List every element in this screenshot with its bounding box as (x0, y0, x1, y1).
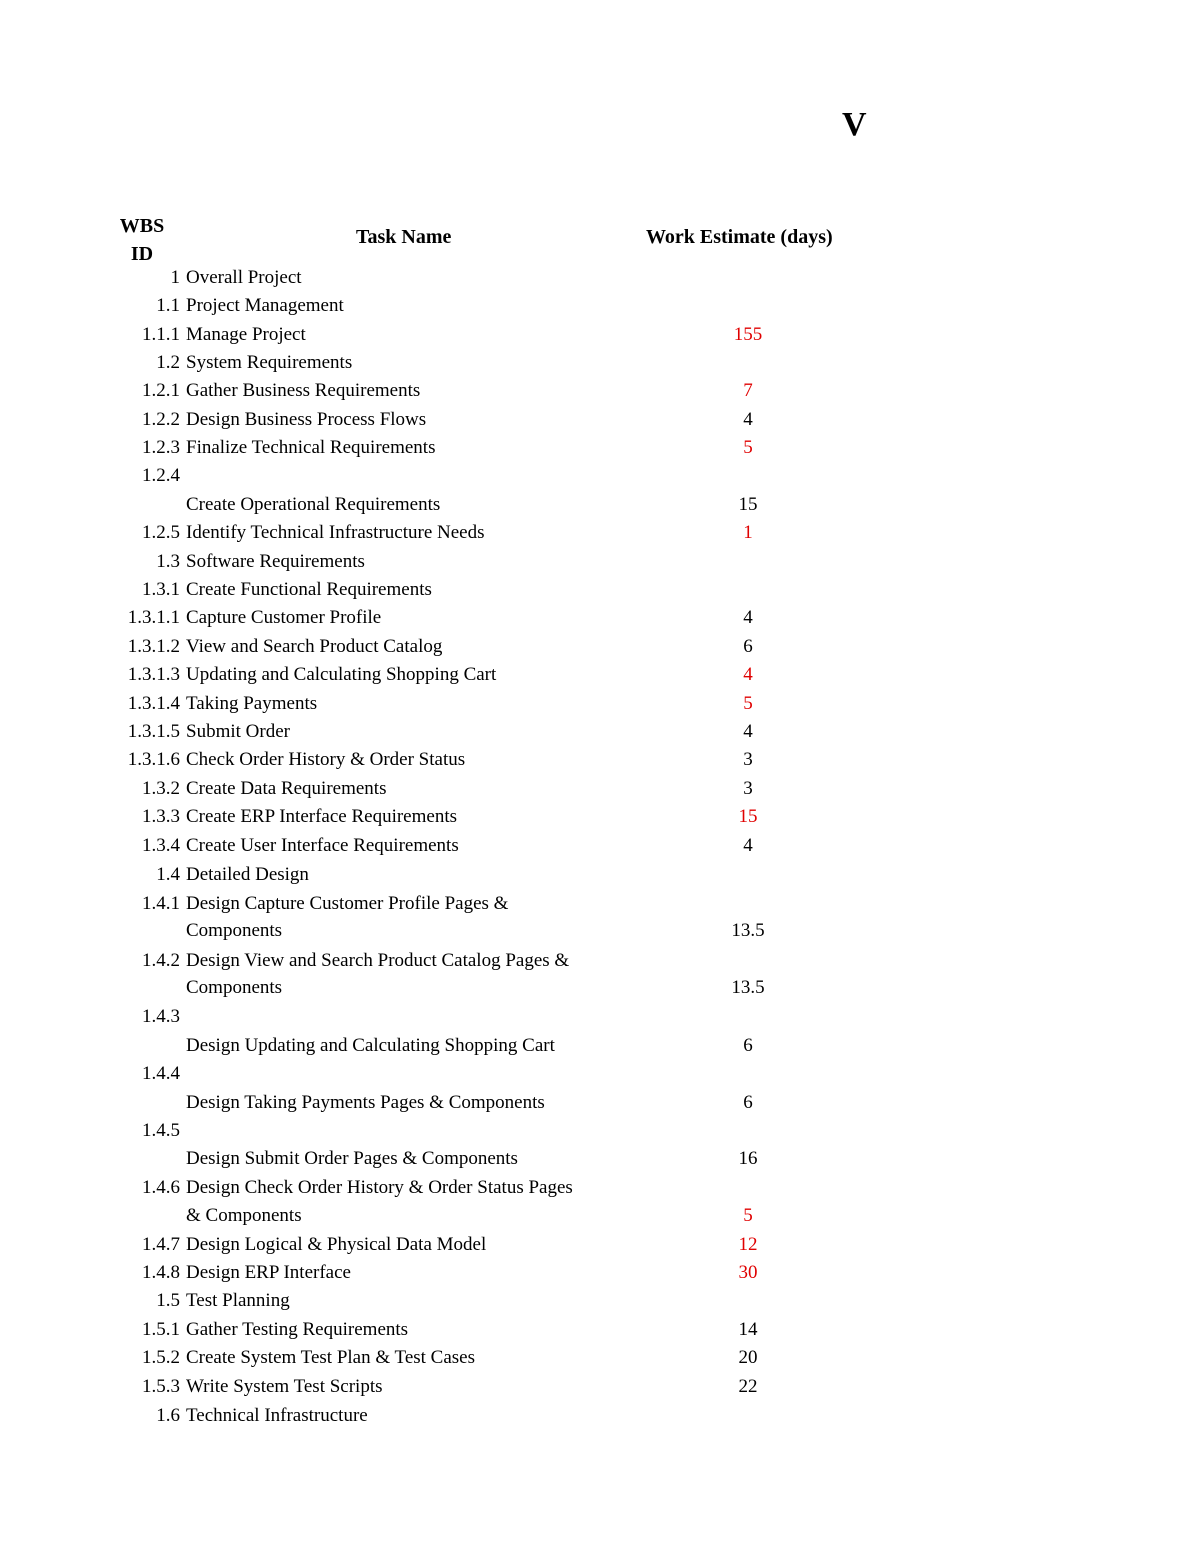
task-name-cell: Create ERP Interface Requirements (186, 806, 457, 827)
task-name-cell: Design Capture Customer Profile Pages & (186, 893, 509, 914)
table-row (0, 1003, 1200, 1031)
work-estimate-cell: 3 (743, 749, 753, 770)
page-header-mark: V (842, 106, 867, 143)
task-name-cell: Create User Interface Requirements (186, 835, 459, 856)
table-row (0, 519, 1200, 547)
task-name-cell: Design Submit Order Pages & Components (186, 1148, 518, 1169)
table-header (0, 208, 1200, 268)
work-estimate-cell: 6 (743, 636, 753, 657)
wbs-id-cell: 1.3.1.6 (127, 749, 180, 770)
task-name-cell: Create Data Requirements (186, 778, 387, 799)
table-row (0, 633, 1200, 661)
table-row (0, 462, 1200, 490)
table-row (0, 1145, 1200, 1173)
table-row (0, 1402, 1200, 1430)
task-name-cell: Software Requirements (186, 551, 365, 572)
task-name-cell: Updating and Calculating Shopping Cart (186, 664, 497, 685)
task-name-cell: View and Search Product Catalog (186, 636, 443, 657)
wbs-id-cell: 1.4.7 (142, 1234, 180, 1255)
task-name-cell: Taking Payments (186, 693, 318, 714)
wbs-id-cell: 1.3.1.2 (127, 636, 180, 657)
task-name-cell: Manage Project (186, 324, 306, 345)
work-estimate-cell: 5 (743, 437, 753, 458)
work-estimate-cell: 15 (738, 806, 758, 827)
work-estimate-cell: 6 (743, 1035, 753, 1056)
table-row (0, 1174, 1200, 1202)
task-name-cell: Detailed Design (186, 864, 309, 885)
table-row (0, 406, 1200, 434)
wbs-id-cell: 1.4.1 (142, 893, 180, 914)
work-estimate-cell: 3 (743, 778, 753, 799)
table-row (0, 832, 1200, 860)
table-row (0, 1202, 1200, 1230)
table-row (0, 917, 1200, 945)
table-row (0, 1373, 1200, 1401)
table-row (0, 1259, 1200, 1287)
work-estimate-cell: 16 (738, 1148, 758, 1169)
table-row (0, 321, 1200, 349)
task-name-cell: Design ERP Interface (186, 1262, 351, 1283)
wbs-id-cell: 1.4.6 (142, 1177, 180, 1198)
wbs-id-cell: 1.2.3 (142, 437, 180, 458)
table-row (0, 264, 1200, 292)
task-name-cell: Check Order History & Order Status (186, 749, 466, 770)
wbs-id-cell: 1.4.3 (142, 1006, 180, 1027)
table-row (0, 434, 1200, 462)
task-name-cell: Identify Technical Infrastructure Needs (186, 522, 485, 543)
work-estimate-cell: 155 (733, 324, 763, 345)
table-row (0, 803, 1200, 831)
table-row (0, 1117, 1200, 1145)
wbs-id-cell: 1.3.2 (142, 778, 180, 799)
task-name-cell: Components (186, 977, 283, 998)
table-row (0, 1287, 1200, 1315)
task-name-cell: Design Logical & Physical Data Model (186, 1234, 487, 1255)
task-name-cell: Design Updating and Calculating Shopping Cart (186, 1035, 555, 1056)
wbs-id-cell: 1.4.2 (142, 950, 180, 971)
wbs-id-cell: 1.2.5 (142, 522, 180, 543)
task-name-cell: System Requirements (186, 352, 353, 373)
task-name-cell: Gather Testing Requirements (186, 1319, 409, 1340)
wbs-id-cell: 1.2.2 (142, 409, 180, 430)
task-name-cell: Design View and Search Product Catalog Pages & (186, 950, 570, 971)
task-name-column-header: Task Name (356, 226, 452, 248)
work-estimate-cell: 20 (738, 1347, 758, 1368)
wbs-id-cell: 1.5.3 (142, 1376, 180, 1397)
task-name-cell: Gather Business Requirements (186, 380, 421, 401)
work-estimate-cell: 30 (738, 1262, 758, 1283)
wbs-id-cell: 1.5.1 (142, 1319, 180, 1340)
work-estimate-cell: 6 (743, 1092, 753, 1113)
table-row (0, 661, 1200, 689)
table-row (0, 576, 1200, 604)
table-row (0, 1060, 1200, 1088)
work-estimate-cell: 13.5 (731, 920, 765, 941)
table-row (0, 861, 1200, 889)
task-name-cell: Finalize Technical Requirements (186, 437, 436, 458)
table-row (0, 1344, 1200, 1372)
work-estimate-cell: 13.5 (731, 977, 765, 998)
table-row (0, 1316, 1200, 1344)
task-name-cell: Write System Test Scripts (186, 1376, 383, 1397)
task-name-cell: Create System Test Plan & Test Cases (186, 1347, 475, 1368)
wbs-id-cell: 1.4.8 (142, 1262, 180, 1283)
work-estimate-cell: 12 (738, 1234, 758, 1255)
wbs-id-cell: 1.3.1 (142, 579, 180, 600)
work-estimate-cell: 4 (743, 835, 753, 856)
task-name-cell: & Components (186, 1205, 302, 1226)
work-estimate-cell: 15 (738, 494, 758, 515)
work-estimate-cell: 7 (743, 380, 753, 401)
wbs-id-cell: 1.3.1.4 (127, 693, 180, 714)
work-estimate-cell: 5 (743, 693, 753, 714)
task-name-cell: Test Planning (186, 1290, 290, 1311)
table-row (0, 947, 1200, 975)
wbs-id-cell: 1.5 (156, 1290, 180, 1311)
wbs-id-cell: 1.6 (156, 1405, 180, 1426)
task-name-cell: Project Management (186, 295, 344, 316)
task-name-cell: Design Taking Payments Pages & Components (186, 1092, 545, 1113)
table-row (0, 292, 1200, 320)
table-row (0, 690, 1200, 718)
wbs-id-cell: 1.4 (156, 864, 180, 885)
wbs-id-cell: 1.4.5 (142, 1120, 180, 1141)
table-row (0, 1032, 1200, 1060)
task-name-cell: Technical Infrastructure (186, 1405, 368, 1426)
work-estimate-cell: 4 (743, 409, 753, 430)
work-estimate-cell: 1 (743, 522, 753, 543)
task-name-cell: Overall Project (186, 267, 302, 288)
work-estimate-cell: 14 (738, 1319, 758, 1340)
task-name-cell: Capture Customer Profile (186, 607, 382, 628)
work-estimate-cell: 4 (743, 664, 753, 685)
work-estimate-cell: 22 (738, 1376, 758, 1397)
table-row (0, 775, 1200, 803)
wbs-id-cell: 1 (170, 267, 180, 288)
table-row (0, 890, 1200, 918)
wbs-id-cell: 1.3.1.1 (127, 607, 180, 628)
table-row (0, 746, 1200, 774)
wbs-id-cell: 1.5.2 (142, 1347, 180, 1368)
table-row (0, 718, 1200, 746)
wbs-id-cell: 1.3.3 (142, 806, 180, 827)
wbs-id-cell: 1.3.1.5 (127, 721, 180, 742)
table-row (0, 604, 1200, 632)
table-row (0, 974, 1200, 1002)
wbs-id-cell: 1.1.1 (142, 324, 180, 345)
task-name-cell: Submit Order (186, 721, 290, 742)
wbs-id-cell: 1.2.1 (142, 380, 180, 401)
task-name-cell: Create Operational Requirements (186, 494, 441, 515)
table-row (0, 548, 1200, 576)
task-name-cell: Create Functional Requirements (186, 579, 432, 600)
wbs-id-column-header: WBS ID (119, 215, 165, 265)
wbs-id-cell: 1.1 (156, 295, 180, 316)
table-row (0, 491, 1200, 519)
work-estimate-cell: 4 (743, 607, 753, 628)
wbs-id-cell: 1.2.4 (142, 465, 180, 486)
wbs-id-cell: 1.3.1.3 (127, 664, 180, 685)
wbs-id-cell: 1.3.4 (142, 835, 180, 856)
table-row (0, 1089, 1200, 1117)
wbs-id-cell: 1.2 (156, 352, 180, 373)
table-row (0, 1231, 1200, 1259)
table-row (0, 377, 1200, 405)
work-estimate-column-header: Work Estimate (days) (646, 226, 833, 248)
task-name-cell: Design Business Process Flows (186, 409, 427, 430)
wbs-id-cell: 1.4.4 (142, 1063, 180, 1084)
work-estimate-cell: 4 (743, 721, 753, 742)
task-name-cell: Components (186, 920, 283, 941)
wbs-id-cell: 1.3 (156, 551, 180, 572)
table-row (0, 349, 1200, 377)
work-estimate-cell: 5 (743, 1205, 753, 1226)
task-name-cell: Design Check Order History & Order Status Pages (186, 1177, 573, 1198)
